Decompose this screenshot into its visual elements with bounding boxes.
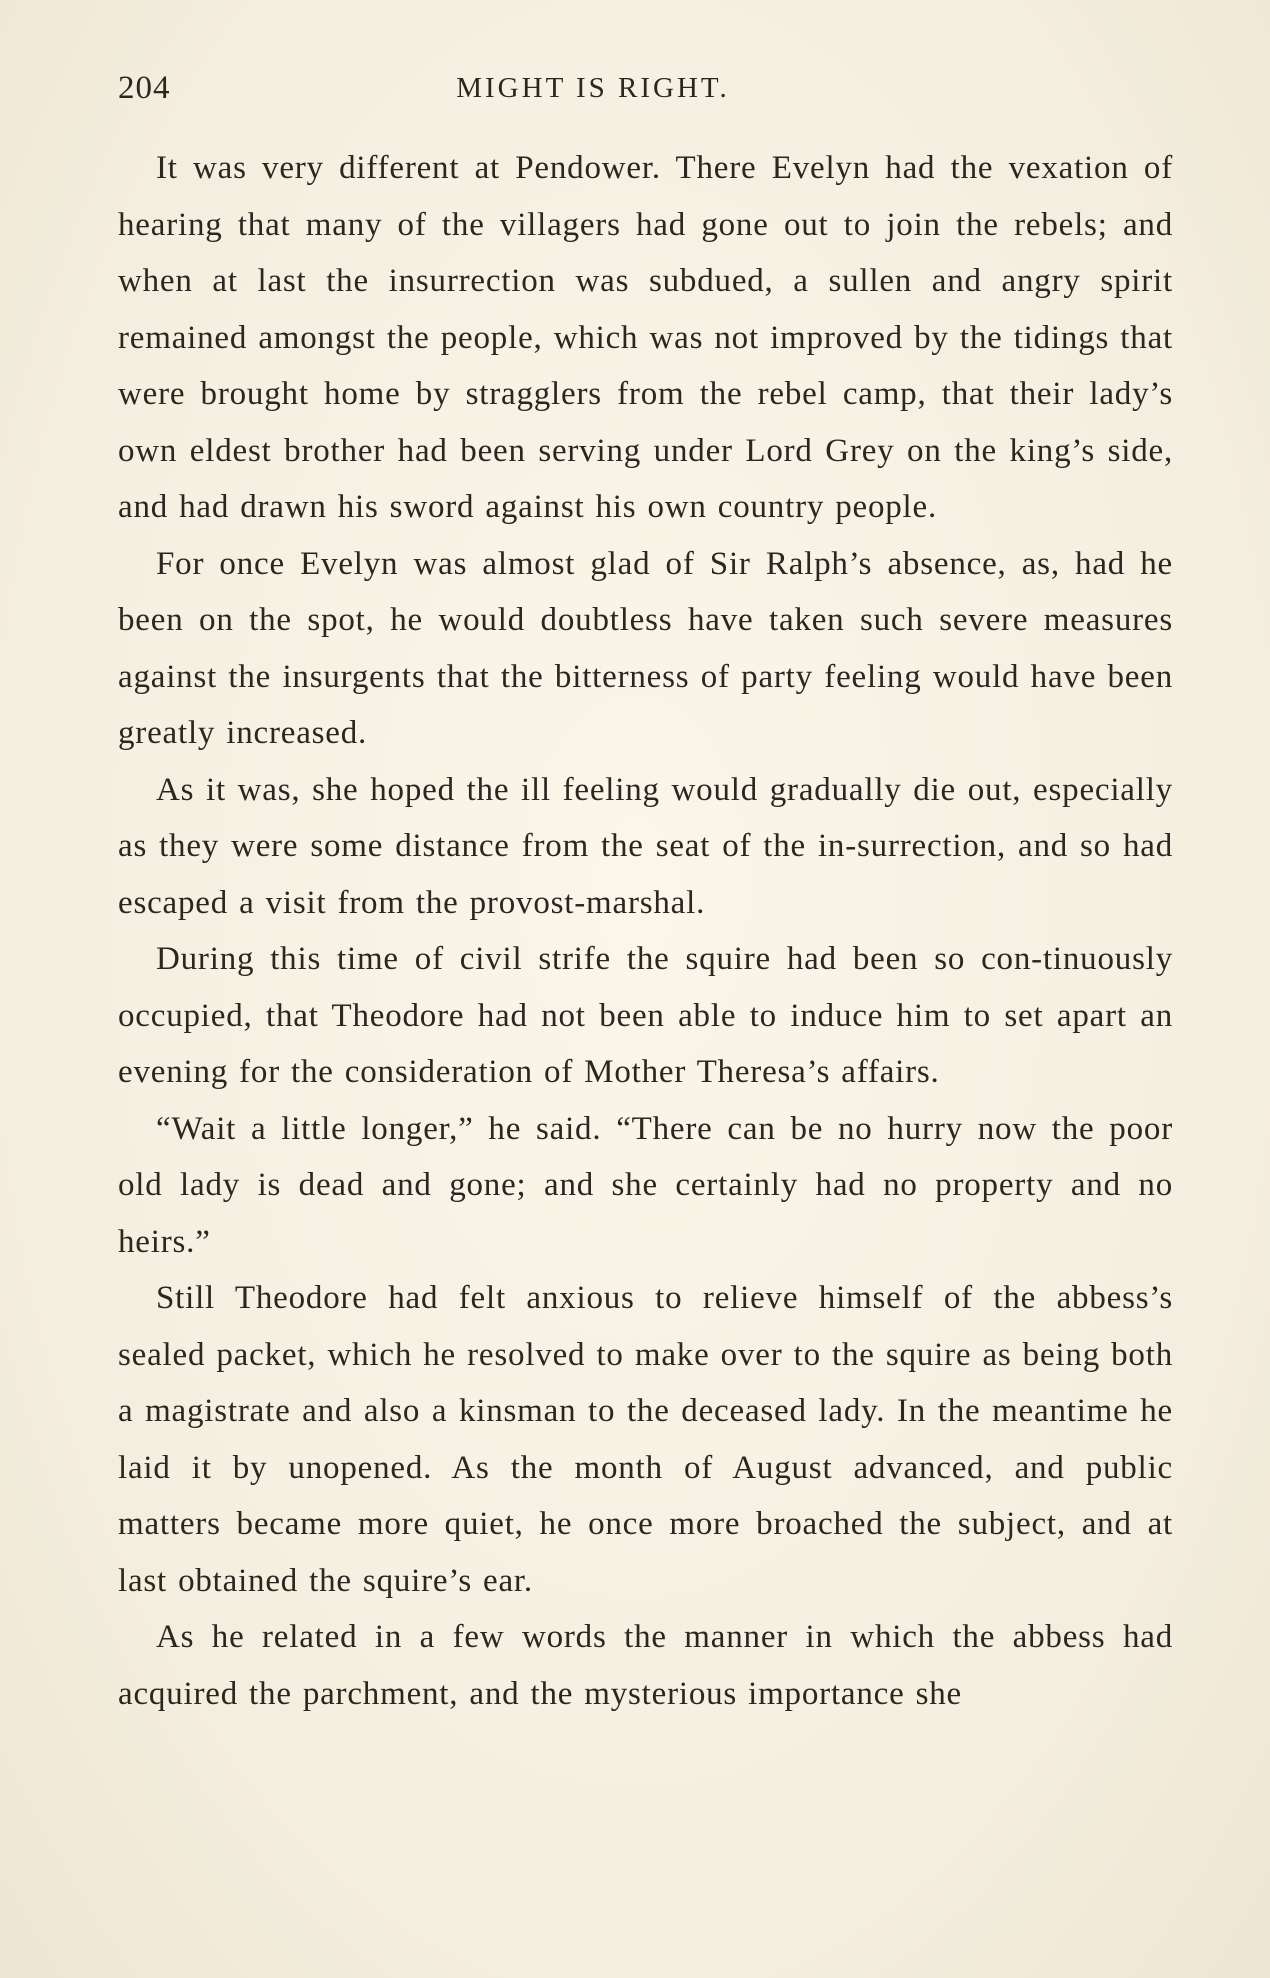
paragraph: It was very different at Pendower. There Evelyn had the vexation of hearing that many of the villagers had gone out to join the rebels; and when at last the insurrection was subdued, a sullen and angry spirit remained amongst the people, which was not improved by the tidings that were brought home by stragglers from the rebel camp, that their lady’s own eldest brother had been serving under Lord Grey on the king’s side, and had drawn his sword against his own country people. xyxy=(118,150,1173,525)
running-title: MIGHT IS RIGHT. xyxy=(456,72,730,104)
page-number: 204 xyxy=(118,70,171,106)
paragraph: “Wait a little longer,” he said. “There can be no hurry now the poor old lady is dead and gone; and she certainly had no property and no heirs.” xyxy=(118,1110,1173,1260)
paragraph: As he related in a few words the manner in which the abbess had acquired the parchment, and the mysterious importance she xyxy=(118,1619,1173,1712)
paragraph: For once Evelyn was almost glad of Sir Ralph’s absence, as, had he been on the spot, he would doubtless have taken such severe measures against the insurgents that the bitterness of party feeling would have been greatly increased. xyxy=(118,545,1173,751)
body-text xyxy=(118,140,1173,1722)
paragraph: Still Theodore had felt anxious to relieve himself of the abbess’s sealed packet, which he resolved to make over to the squire as being both a magistrate and also a kinsman to the deceased lady. In the meantime he laid it by unopened. As the month of August advanced, and public matters became more quiet, he once more broached the subject, and at last obtained the squire’s ear. xyxy=(118,1280,1173,1599)
paragraph: During this time of civil strife the squire had been so con-tinuously occupied, that Theodore had not been able to induce him to set apart an evening for the consideration of Mother Theresa’s affairs. xyxy=(118,941,1173,1090)
paragraph: As it was, she hoped the ill feeling would gradually die out, especially as they were some distance from the seat of the in-surrection, and so had escaped a visit from the provost-marshal. xyxy=(118,771,1173,921)
page-header xyxy=(118,70,1178,110)
